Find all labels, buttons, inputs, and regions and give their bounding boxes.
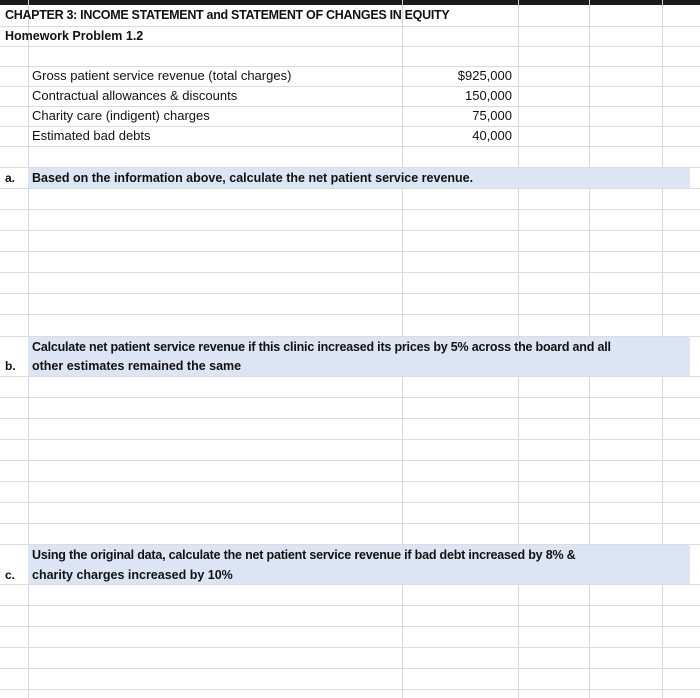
grid-row-line <box>0 460 700 461</box>
question-b-marker: b. <box>5 359 16 373</box>
data-row-label: Contractual allowances & discounts <box>32 88 238 103</box>
grid-row-line <box>0 605 700 606</box>
data-row-label: Gross patient service revenue (total charges) <box>32 68 292 83</box>
grid-row-line <box>0 418 700 419</box>
grid-row-line <box>0 26 700 27</box>
grid-row-line <box>0 481 700 482</box>
sheet-title: CHAPTER 3: INCOME STATEMENT and STATEMENT OF CHANGES IN EQUITY <box>5 8 450 22</box>
grid-row-line <box>0 668 700 669</box>
data-row-value: 40,000 <box>472 128 512 143</box>
grid-row-line <box>0 314 700 315</box>
grid-row-line <box>0 689 700 690</box>
grid-row-line <box>0 86 700 87</box>
data-row-label: Charity care (indigent) charges <box>32 108 210 123</box>
grid-row-line <box>0 230 700 231</box>
question-a-marker: a. <box>5 171 16 185</box>
question-b-text-line2: other estimates remained the same <box>32 359 242 373</box>
question-b-text-line1: Calculate net patient service revenue if this clinic increased its prices by 5% across the board and all <box>32 340 611 354</box>
data-row-label: Estimated bad debts <box>32 128 151 143</box>
grid-row-line <box>0 209 700 210</box>
grid-row-line <box>0 272 700 273</box>
data-row-value: 75,000 <box>472 108 512 123</box>
grid-row-line <box>0 46 700 47</box>
grid-row-line <box>0 188 700 189</box>
sheet-subtitle: Homework Problem 1.2 <box>5 29 144 43</box>
grid-row-line <box>0 106 700 107</box>
grid-row-line <box>0 647 700 648</box>
grid-row-line <box>0 544 700 545</box>
grid-row-line <box>0 502 700 503</box>
grid-row-line <box>0 167 700 168</box>
grid-row-line <box>0 251 700 252</box>
grid-row-line <box>0 523 700 524</box>
grid-row-line <box>0 397 700 398</box>
data-row-value: $925,000 <box>457 68 512 83</box>
top-border <box>0 0 700 5</box>
grid-row-line <box>0 336 700 337</box>
grid-row-line <box>0 126 700 127</box>
question-a-text: Based on the information above, calculate the net patient service revenue. <box>32 171 474 185</box>
data-row-value: 150,000 <box>465 88 512 103</box>
grid-row-line <box>0 439 700 440</box>
grid-row-line <box>0 376 700 377</box>
grid-row-line <box>0 66 700 67</box>
question-c-text-line2: charity charges increased by 10% <box>32 568 233 582</box>
grid-row-line <box>0 626 700 627</box>
question-c-marker: c. <box>5 568 16 582</box>
grid-row-line <box>0 584 700 585</box>
grid-row-line <box>0 293 700 294</box>
question-c-text-line1: Using the original data, calculate the net patient service revenue if bad debt increased by 8% & <box>32 548 576 562</box>
grid-row-line <box>0 146 700 147</box>
